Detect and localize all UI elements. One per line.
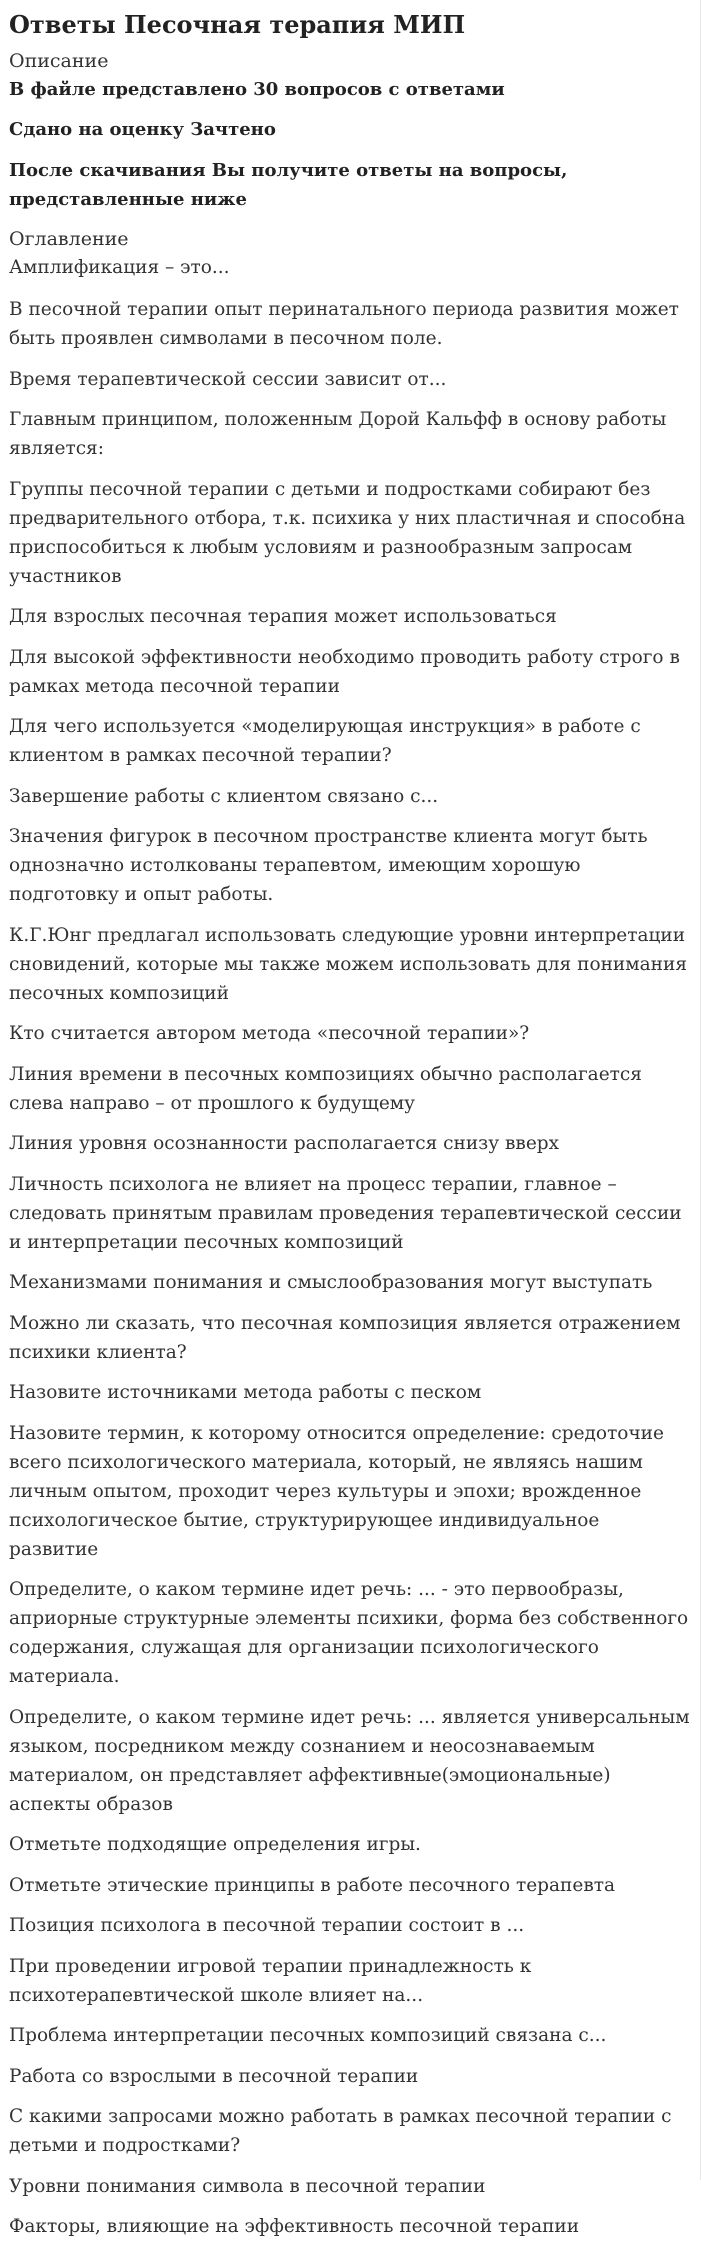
toc-item: Завершение работы с клиентом связано с... <box>9 785 439 807</box>
toc-item: При проведении игровой терапии принадлежность к психотерапевтической школе влияет на... <box>9 1955 532 2006</box>
description-label: Описание <box>9 50 109 72</box>
toc-item: Время терапевтической сессии зависит от... <box>9 368 447 390</box>
toc-item: Факторы, влияющие на эффективность песочной терапии <box>9 2216 580 2237</box>
description-line-grade: Сдано на оценку Зачтено <box>9 119 276 140</box>
toc-item: Для взрослых песочная терапия может использоваться <box>9 606 557 627</box>
toc-item: Отметьте этические принципы в работе песочного терапевта <box>9 1874 616 1896</box>
toc-item: Амплификация – это... <box>9 257 230 278</box>
toc-item: Для чего используется «моделирующая инструкция» в работе с клиентом в рамках песочной терапии? <box>9 716 641 766</box>
toc-item: Определите, о каком термине идет речь: ... - это первообразы, априорные структурные элементы психики, форма без собственного содержания, служащая для организации психологического материала. <box>9 1579 689 1687</box>
toc-item: Отметьте подходящие определения игры. <box>9 1834 421 1855</box>
toc-item: Линия уровня осознанности располагается снизу вверх <box>9 1133 560 1154</box>
toc-item: Назовите источниками метода работы с песком <box>9 1382 482 1403</box>
page-title: Ответы Песочная терапия МИП <box>9 10 466 39</box>
toc-item: Проблема интерпретации песочных композиций связана с... <box>9 2025 607 2046</box>
toc-item: Назовите термин, к которому относится определение: средоточие всего психологического материала, который, не являясь нашим личным опытом, проходит через культуры и эпохи; врожденное психологическое бытие, структурирующее индивидуальное развитие <box>9 1422 664 1560</box>
toc-item: В песочной терапии опыт перинатального периода развития может быть проявлен символами в песочном поле. <box>9 299 679 349</box>
toc-item: С какими запросами можно работать в рамках песочной терапии с детьми и подростками? <box>9 2106 672 2156</box>
toc-item: Определите, о каком термине идет речь: ... является универсальным языком, посредником между сознанием и неосознаваемым материалом, он представляет аффективные(эмоциональные) аспекты образов <box>9 1706 690 1815</box>
toc-item: Уровни понимания символа в песочной терапии <box>9 2175 486 2197</box>
toc-item: Для высокой эффективности необходимо проводить работу строго в рамках метода песочной терапии <box>9 646 680 697</box>
description-line-questions: В файле представлено 30 вопросов с ответами <box>9 79 505 100</box>
toc-item: Работа со взрослыми в песочной терапии <box>9 2065 419 2087</box>
toc-item: Линия времени в песочных композициях обычно располагается слева направо – от прошлого к будущему <box>9 1063 642 1114</box>
toc-item: Можно ли сказать, что песочная композиция является отражением психики клиента? <box>9 1312 681 1363</box>
toc-item: Механизмами понимания и смыслообразования могут выступать <box>9 1272 653 1293</box>
toc-item: Группы песочной терапии с детьми и подростками собирают без предварительного отбора, т.к. психика у них пластичная и способна приспособиться к любым условиям и разнообразным запросам участников <box>9 478 686 587</box>
toc-item: К.Г.Юнг предлагал использовать следующие уровни интерпретации сновидений, которые мы также можем использовать для понимания песочных композиций <box>9 924 687 1004</box>
toc-item: Личность психолога не влияет на процесс терапии, главное – следовать принятым правилам проведения терапевтической сессии и интерпретации песочных композиций <box>9 1173 682 1253</box>
toc-item: Главным принципом, положенным Дорой Кальфф в основу работы является: <box>9 409 667 459</box>
toc-label: Оглавление <box>9 228 129 250</box>
description-line-download: После скачивания Вы получите ответы на вопросы, представленные ниже <box>9 160 568 210</box>
toc-item: Позиция психолога в песочной терапии состоит в ... <box>9 1915 525 1936</box>
toc-item: Кто считается автором метода «песочной терапии»? <box>9 1023 530 1044</box>
toc-list <box>9 253 700 2241</box>
toc-item: Значения фигурок в песочном пространстве клиента могут быть однозначно истолкованы терапевтом, имеющим хорошую подготовку и опыт работы. <box>9 826 648 905</box>
